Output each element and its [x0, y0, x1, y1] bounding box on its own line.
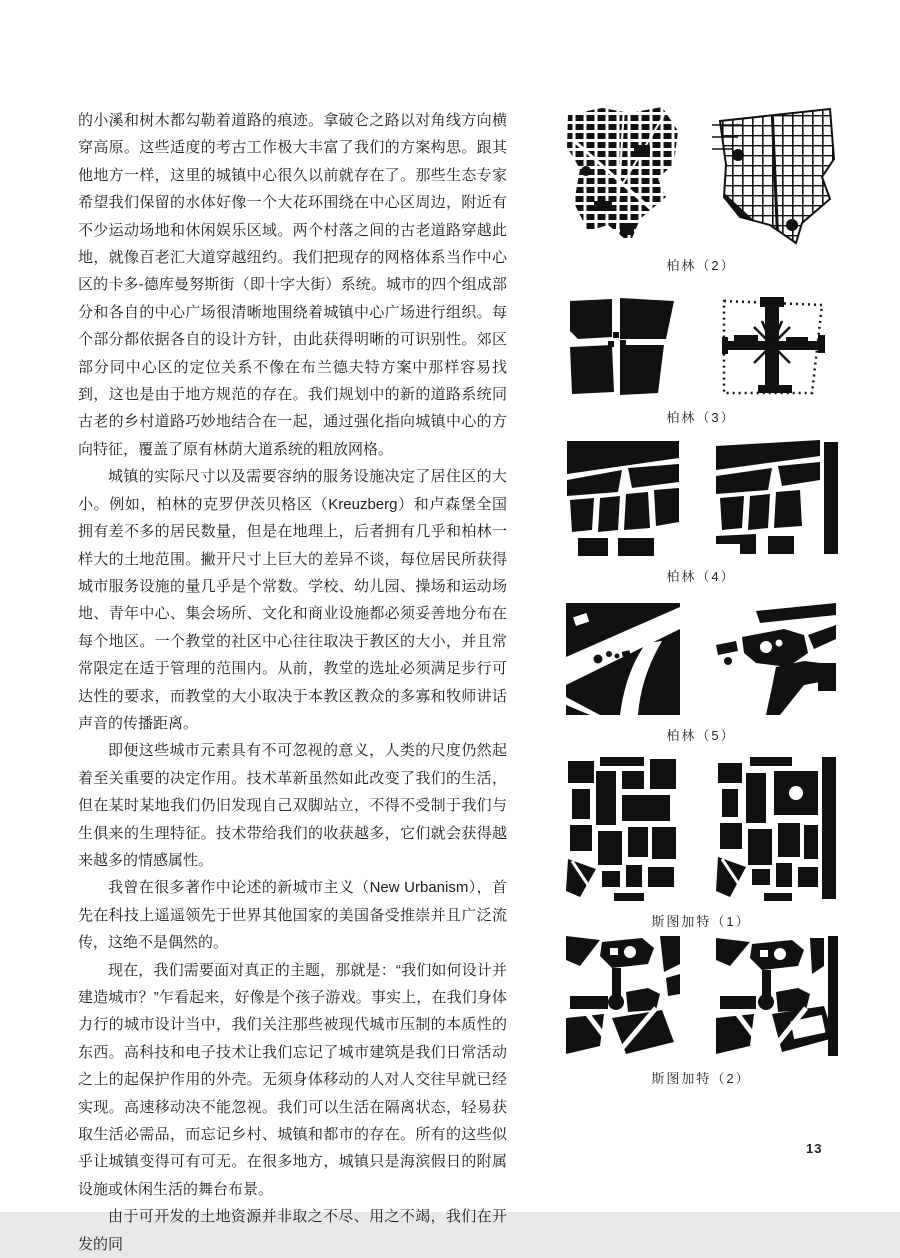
paragraph: 的小溪和树木都勾勒着道路的痕迹。拿破仑之路以对角线方向横穿高原。这些适度的考古工作极大丰富了我们的方案构思。跟其他地方一样，这里的城镇中心很久以前就存在了。那些生态专家希望我们保留的水体好像一个大花环围绕在中心区周边，附近有不少运动场地和休闲娱乐区域。两个村落之间的古老道路穿越此地，就像百老汇大道穿越纽约。我们把现存的网格体系当作中心区的卡多-德库曼努斯街（即十字大街）系统。城市的四个组成部分和各自的中心广场很清晰地围绕着城镇中心广场进行组织。每个部分都依据各自的设计方针，由此获得明晰的可识别性。郊区部分同中心区的定位关系不像在布兰德夫特方案中那样容易找到，这也是由于地方规范的存在。我们规划中的新的道路系统同古老的乡村道路巧妙地结合在一起，通过强化指向城镇中心的方向特征，覆盖了原有林荫大道系统的粗放网格。 [78, 112, 507, 458]
body-text-column [78, 107, 507, 1258]
figure-stuttgart-1 [543, 755, 859, 930]
paragraph: 即便这些城市元素具有不可忽视的意义，人类的尺度仍然起着至关重要的决定作用。技术革新虽然如此改变了我们的生活，但在某时某地我们仍旧发现自己双脚站立，不得不受制于我们与生俱来的生理特征。技术带给我们的收获越多，它们就会获得越来越多的情感属性。 [78, 742, 507, 869]
map-stuttgart-2-figure-ground [564, 934, 682, 1060]
figure-maps [543, 755, 859, 903]
figure-maps [543, 601, 859, 717]
map-berlin-4-street-network [712, 438, 838, 558]
paragraph: 我曾在很多著作中论述的新城市主义（New Urbanism），首先在科技上遥遥领先于世界其他国家的美国备受推崇并且广泛流传，这绝不是偶然的。 [78, 879, 507, 952]
figure-caption: 柏林（4） [666, 569, 736, 584]
figure-berlin-4 [543, 438, 859, 585]
page-number: 13 [806, 1141, 823, 1156]
figure-caption: 柏林（2） [666, 258, 736, 273]
figure-maps [543, 934, 859, 1060]
figure-caption: 斯图加特（2） [651, 1071, 751, 1086]
figure-maps [543, 293, 859, 399]
figure-berlin-3 [543, 293, 859, 426]
figure-berlin-2 [543, 105, 859, 274]
map-berlin-5-street-network [712, 601, 838, 717]
map-stuttgart-1-figure-ground [564, 755, 682, 903]
figure-column [543, 0, 859, 1212]
map-berlin-5-figure-ground [564, 601, 682, 717]
map-berlin-3-road-cross [712, 293, 838, 399]
figure-maps [543, 438, 859, 558]
paragraph: 现在，我们需要面对真正的主题，那就是：“我们如何设计并建造城市？”乍看起来，好像是个孩子游戏。事实上，在我们身体力行的城市设计当中，我们关注那些被现代城市压制的本质性的东西。高科技和电子技术让我们忘记了城市建筑是我们日常活动之上的起保护作用的外壳。无须身体移动的人对人交往早就已经实现。高速移动决不能忽视。我们可以生活在隔离状态，轻易获取生活必需品，而忘记乡村、城镇和都市的存在。所有的这些似乎让城镇变得可有可无。在很多地方，城镇只是海滨假日的附属设施或休闲生活的舞台布景。 [78, 961, 507, 1198]
paragraph: 城镇的实际尺寸以及需要容纳的服务设施决定了居住区的大小。例如，柏林的克罗伊茨贝格区（Kreuzberg）和卢森堡全国拥有差不多的居民数量，但是在地理上，后者拥有几乎和柏林一样大的土地范围。撇开尺寸上巨大的差异不谈，每位居民所获得城市服务设施的量几乎是个常数。学校、幼儿园、操场和运动场地、青年中心、集会场所、文化和商业设施都必须妥善地分布在每个地区。一个教堂的社区中心往往取决于教区的大小，并且常常限定在适于管理的范围内。从前，教堂的选址必须满足步行可达性的要求，而教堂的大小取决于本教区教众的多寡和牧师讲话声音的传播距离。 [78, 468, 507, 732]
figure-caption: 斯图加特（1） [651, 914, 751, 929]
map-berlin-4-figure-ground [564, 438, 682, 558]
figure-stuttgart-2 [543, 934, 859, 1087]
map-berlin-3-blocks [564, 293, 682, 399]
map-berlin-2-street-network [712, 105, 838, 247]
figure-berlin-5 [543, 601, 859, 744]
map-stuttgart-1-street-network [712, 755, 838, 903]
figure-maps [543, 105, 859, 247]
paragraph: 由于可开发的土地资源并非取之不尽、用之不竭，我们在开发的同 [78, 1208, 507, 1253]
figure-caption: 柏林（3） [666, 410, 736, 425]
map-stuttgart-2-street-network [712, 934, 838, 1060]
map-berlin-2-figure-ground [564, 105, 682, 247]
figure-caption: 柏林（5） [666, 728, 736, 743]
